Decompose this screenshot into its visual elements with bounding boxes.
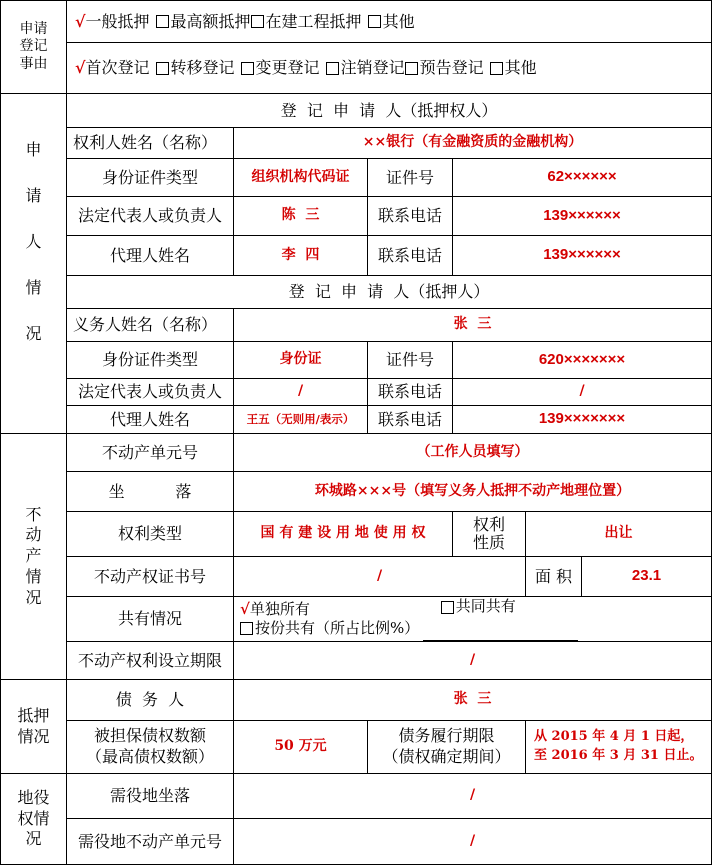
- easement-section-label: 地役 权情 况: [17, 787, 50, 849]
- unit-no-value[interactable]: （工作人员填写）: [416, 443, 529, 460]
- obligor-legal-rep-label: 法定代表人或负责人: [77, 382, 222, 401]
- option-general-mortgage[interactable]: √ 一般抵押: [75, 11, 150, 31]
- obligor-name-label: 义务人姓名（名称）: [73, 315, 218, 334]
- option-advance-registration[interactable]: 预告登记: [405, 58, 484, 78]
- cert-no-label: 不动产权证书号: [93, 566, 206, 586]
- mortgagor-header: 登 记 申 请 人（抵押人）: [288, 282, 490, 301]
- servient-location-label: 需役地坐落: [109, 786, 190, 805]
- property-section-label: 不 动 产 情 况: [25, 504, 42, 607]
- registration-kind-options: [67, 43, 711, 93]
- legal-rep-phone-value[interactable]: 139××××××: [543, 206, 621, 224]
- id-no-value[interactable]: 62××××××: [547, 168, 617, 186]
- mortgage-section-label: 抵押 情况: [17, 705, 50, 746]
- debtor-value[interactable]: 张 三: [453, 691, 492, 708]
- option-transfer-registration[interactable]: 转移登记: [150, 58, 235, 78]
- agent-phone-label: 联系电话: [377, 245, 442, 265]
- checkbox-icon: [156, 62, 169, 75]
- obligor-agent-value[interactable]: 王五（无则用/表示）: [246, 412, 355, 427]
- obligor-legal-rep-phone-value[interactable]: /: [579, 383, 585, 400]
- obligor-legal-rep-value[interactable]: /: [297, 383, 304, 400]
- obligor-agent-phone-label: 联系电话: [377, 409, 442, 429]
- checkbox-icon: [368, 15, 381, 28]
- applicant-section-label: 申 请 人 情 况: [25, 140, 42, 343]
- option-construction-mortgage[interactable]: 在建工程抵押: [251, 12, 362, 32]
- option-other-type[interactable]: 其他: [362, 12, 415, 32]
- option-sole-ownership[interactable]: √ 单独所有: [240, 599, 310, 618]
- phone-label: 联系电话: [377, 206, 442, 225]
- right-type-label: 权利类型: [117, 524, 182, 543]
- shared-options: [234, 597, 711, 641]
- area-label: 面 积: [534, 566, 573, 586]
- shared-label: 共有情况: [117, 609, 182, 628]
- servient-location-value[interactable]: /: [469, 787, 476, 804]
- obligor-name-value[interactable]: 张 三: [453, 316, 492, 333]
- debtor-label: 债 务 人: [115, 690, 185, 709]
- obligor-legal-rep-phone-label: 联系电话: [377, 382, 442, 401]
- check-mark-icon: √: [75, 11, 86, 31]
- checkbox-icon: [241, 62, 254, 75]
- checkbox-icon: [156, 15, 169, 28]
- option-first-registration[interactable]: √ 首次登记: [75, 58, 150, 77]
- right-holder-name-value[interactable]: ××银行（有金融资质的金融机构）: [362, 134, 583, 151]
- obligor-id-type-label: 身份证件类型: [101, 350, 198, 369]
- checkbox-icon: [405, 62, 418, 75]
- option-joint-ownership[interactable]: 共同共有: [441, 597, 516, 617]
- option-share-ownership[interactable]: 按份共有（所占比例%）: [240, 619, 419, 639]
- location-value[interactable]: 环城路×××号（填写义务人抵押不动产地理位置）: [314, 482, 631, 499]
- checkbox-icon: [441, 601, 454, 614]
- option-max-mortgage[interactable]: 最高额抵押: [150, 12, 251, 32]
- checkbox-icon: [251, 15, 264, 28]
- share-ratio-blank[interactable]: [423, 625, 578, 641]
- legal-rep-label: 法定代表人或负责人: [77, 206, 222, 225]
- obligor-agent-label: 代理人姓名: [109, 409, 190, 429]
- id-no-label: 证件号: [385, 167, 434, 187]
- right-type-value[interactable]: 国 有 建 设 用 地 使 用 权: [260, 525, 426, 542]
- obligor-id-no-value[interactable]: 620×××××××: [538, 350, 626, 368]
- debt-term-label: 债务履行期限 （债权确定期间）: [382, 726, 511, 766]
- obligor-agent-phone-value[interactable]: 139×××××××: [538, 410, 626, 428]
- registration-matter-label: 申请 登记 事由: [19, 20, 48, 72]
- right-nature-label: 权利 性质: [472, 514, 505, 552]
- option-other-kind[interactable]: 其他: [484, 58, 537, 78]
- term-label: 不动产权利设立期限: [77, 650, 222, 670]
- servient-unit-no-value[interactable]: /: [469, 832, 476, 849]
- area-value[interactable]: 23.1: [631, 567, 662, 585]
- agent-label: 代理人姓名: [109, 245, 190, 265]
- option-change-registration[interactable]: 变更登记: [235, 58, 320, 78]
- cert-no-value[interactable]: /: [376, 567, 383, 584]
- agent-value[interactable]: 李 四: [281, 246, 320, 263]
- id-type-value[interactable]: 组织机构代码证: [251, 168, 350, 185]
- checkbox-icon: [326, 62, 339, 75]
- agent-phone-value[interactable]: 139××××××: [543, 246, 621, 264]
- id-type-label: 身份证件类型: [101, 167, 198, 187]
- obligor-id-type-value[interactable]: 身份证: [279, 351, 322, 368]
- registration-type-options: [67, 1, 711, 42]
- check-mark-icon: √: [75, 58, 86, 77]
- secured-amount-label: 被担保债权数额 （最高债权数额）: [85, 726, 214, 766]
- right-holder-name-label: 权利人姓名（名称）: [73, 133, 218, 152]
- secured-amount-value[interactable]: 50 万元: [274, 738, 327, 755]
- servient-unit-no-label: 需役地不动产单元号: [77, 831, 222, 851]
- location-label: 坐 落: [108, 481, 192, 501]
- obligor-id-no-label: 证件号: [385, 350, 434, 369]
- unit-no-label: 不动产单元号: [101, 442, 198, 462]
- term-value[interactable]: /: [469, 651, 476, 668]
- option-cancel-registration[interactable]: 注销登记: [320, 58, 405, 78]
- checkbox-icon: [490, 62, 503, 75]
- checkbox-icon: [240, 622, 253, 635]
- legal-rep-value[interactable]: 陈 三: [281, 207, 320, 224]
- check-mark-icon: √: [240, 599, 250, 618]
- mortgagee-header: 登 记 申 请 人（抵押权人）: [280, 100, 498, 120]
- right-nature-value[interactable]: 出让: [604, 525, 633, 542]
- debt-term-value[interactable]: 从 2015 年 4 月 1 日起， 至 2016 年 3 月 31 日止。: [534, 729, 703, 763]
